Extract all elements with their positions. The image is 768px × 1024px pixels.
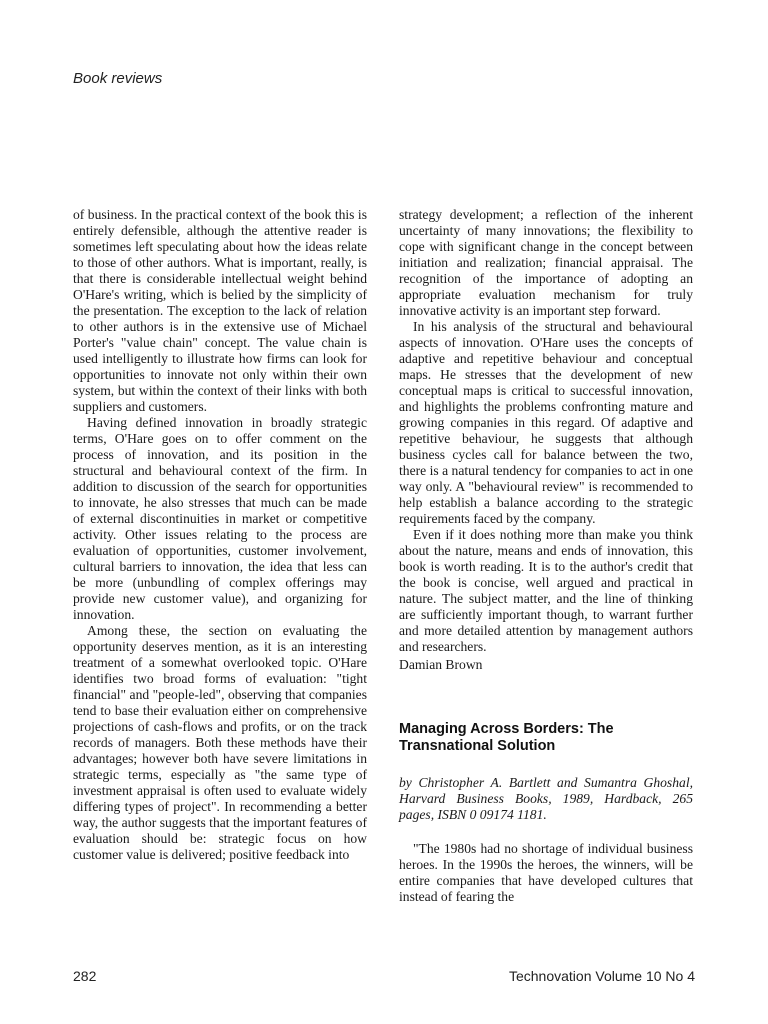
paragraph: Even if it does nothing more than make you think about the nature, means and ends of innovation, this book is worth reading. It is to the author's credit that the book is concise, well argued and practical in nature. The subject matter, and the line of thinking are sufficiently important though, to warrant further and more detailed attention by management authors and researchers. [399, 527, 693, 654]
paragraph: In his analysis of the structural and behavioural aspects of innovation. O'Hare uses the concepts of adaptive and repetitive behaviour and conceptual maps. He stresses that the development of new conceptual maps is critical to successful innovation, and highlights the problems confronting mature and growing companies in this regard. Of adaptive and repetitive behaviour, he suggests that although business cycles call for balance between the two, there is a natural tendency for companies to act in one way only. A "behavioural review" is recommended to help establish a balance according to the strategic requirements faced by the company. [399, 319, 693, 526]
page-number: 282 [73, 968, 97, 984]
reviewer-name: Damian Brown [399, 657, 483, 672]
left-column [73, 207, 367, 863]
right-column [399, 207, 693, 905]
paragraph: Among these, the section on evaluating the opportunity deserves mention, as it is an interesting treatment of a somewhat overlooked topic. O'Hare identifies two broad forms of evaluation: "tight financial" and "people-led", observing that companies tend to base their evaluation either on comprehensive projections of cash-flows and profits, or on the track records of managers. Both these methods have their advantages; however both have severe limitations in strategic terms, especially as "the same type of investment appraisal is often used to evaluate widely differing types of project". In recommending a better way, the author suggests that the important features of evaluation should be: strategic focus on how customer value is delivered; positive feedback into [73, 623, 367, 862]
paragraph: "The 1980s had no shortage of individual business heroes. In the 1990s the heroes, the winners, will be entire companies that have developed cultures that instead of fearing the [399, 841, 693, 904]
paragraph: of business. In the practical context of the book this is entirely defensible, although the attentive reader is sometimes left speculating about how the ideas relate to those of other authors. What is important, really, is that there is considerable intellectual weight behind O'Hare's writing, which is belied by the simplicity of the presentation. The exception to the lack of relation to other authors is in the extensive use of Michael Porter's "value chain" concept. The value chain is used intelligently to illustrate how firms can look for opportunities to innovate not only within their own system, but within the context of their links with both suppliers and customers. [73, 207, 367, 414]
review-byline: by Christopher A. Bartlett and Sumantra Ghoshal, Harvard Business Books, 1989, Hardback, 265 pages, ISBN 0 09174 1181. [399, 775, 693, 822]
review-title: Managing Across Borders: The Transnational Solution [399, 721, 614, 754]
paragraph: Having defined innovation in broadly strategic terms, O'Hare goes on to offer comment on the process of innovation, and its position in the structural and behavioural context of the firm. In addition to discussion of the search for opportunities to innovate, he also stresses that much can be made of external discontinuities in market or competitive activity. Other issues relating to the process are evaluation of opportunities, customer involvement, cultural barriers to innovation, the idea that less can be more (unbundling of complex offerings may provide new customer value), and organizing for innovation. [73, 415, 367, 622]
journal-footer: Technovation Volume 10 No 4 [508, 968, 695, 984]
paragraph: strategy development; a reflection of the inherent uncertainty of many innovations; the flexibility to cope with significant change in the concept between initiation and realization; financial appraisal. The recognition of the importance of adopting an appropriate evaluation mechanism for truly innovative activity is an important step forward. [399, 207, 693, 318]
section-label: Book reviews [73, 70, 163, 87]
